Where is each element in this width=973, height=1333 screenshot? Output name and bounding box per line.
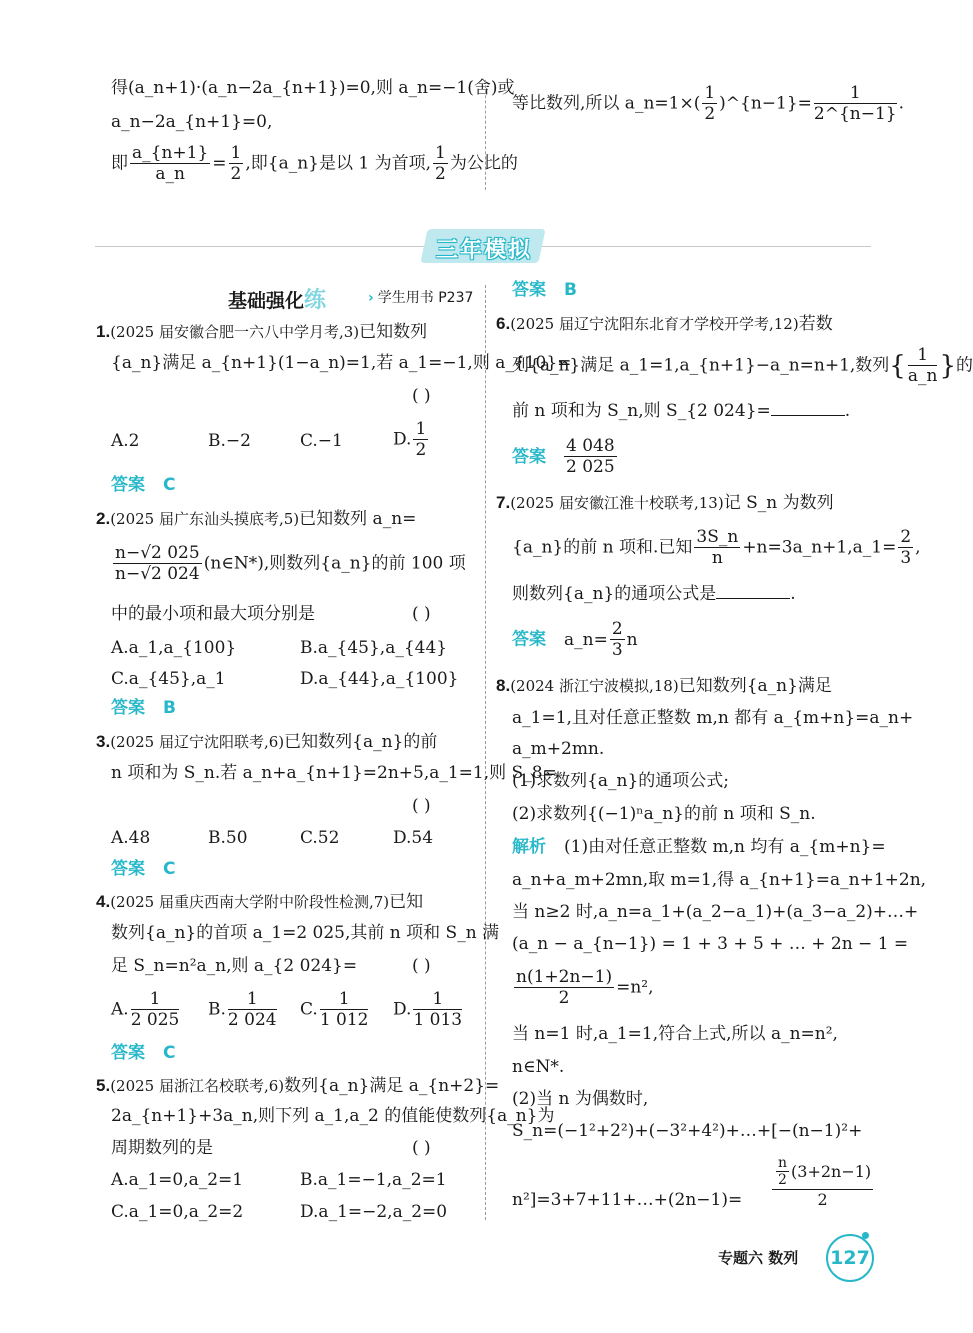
page-number: 127 — [826, 1234, 874, 1282]
q4-option-d: D. $\frac{1}{1 013}$ — [393, 989, 463, 1030]
q4-line-3: 足 S_n=n²a_n,则 a_{2 024}= — [111, 956, 358, 976]
q4-option-c: C. $\frac{1}{1 012}$ — [300, 989, 369, 1030]
q8-solution-8: (2)当 n 为偶数时, — [512, 1089, 649, 1109]
fraction-half: $\frac{1}{2}$ — [230, 143, 242, 184]
q7-line-3: 则数列{a_n}的通项公式是 . — [512, 584, 796, 604]
q2-line-2: $\frac{n-√2 025}{n-√2 024}$ (n∈N*),则数列{a_n}的前 100 项 — [115, 543, 466, 584]
q1-option-a: A.2 — [111, 431, 140, 451]
q3-option-c: C.52 — [300, 828, 340, 848]
q4-option-a: A. $\frac{1}{2 025}$ — [111, 989, 180, 1030]
q7-line-2: {a_n}的前 n 项和.已知 $\frac{3S\_n}{n}$ +n=3a_n+1,a_1= $\frac{2}{3}$ , — [512, 527, 921, 568]
q8-solution-1: 解析 (1)由对任意正整数 m,n 均有 a_{m+n}= — [512, 837, 886, 857]
q8-line-3: a_m+2mn. — [512, 739, 605, 759]
fraction-half: $\frac{1}{2}$ — [704, 83, 716, 124]
q8-solution-7: n∈N*. — [512, 1057, 565, 1077]
q3-paren: ( ) — [412, 796, 431, 816]
q3-option-b: B.50 — [208, 828, 248, 848]
q4-line-2: 数列{a_n}的首项 a_1=2 025,其前 n 项和 S_n 满 — [111, 923, 500, 943]
q5-line-1: 5.(2025 届浙江名校联考,6)数列{a_n}满足 a_{n+2}= — [96, 1076, 500, 1096]
q4-paren: ( ) — [412, 956, 431, 976]
q3-answer: 答案 C — [111, 859, 176, 879]
fraction: $\frac{a\_\{n+1\}}{a\_n}$ — [132, 143, 209, 184]
q8-solution-3: 当 n≥2 时,a_n=a_1+(a_2−a_1)+(a_3−a_2)+…+ — [512, 902, 919, 922]
q5-option-c: C.a_1=0,a_2=2 — [111, 1202, 244, 1222]
fraction-half: $\frac{1}{2}$ — [435, 143, 446, 184]
q2-paren: ( ) — [412, 604, 431, 624]
chevron-right-icon: › — [368, 290, 374, 306]
q3-line-2: n 项和为 S_n.若 a_n+a_{n+1}=2n+5,a_1=1,则 S_8= — [111, 763, 557, 783]
q2-option-a: A.a_1,a_{100} — [111, 638, 237, 658]
q1-line-1: 1.(2025 届安徽合肥一六八中学月考,3)已知数列 — [96, 322, 428, 342]
q7-answer: 答案 a_n= $\frac{2}{3}$ n — [512, 619, 638, 660]
q2-option-d: D.a_{44},a_{100} — [300, 669, 459, 689]
top-left-line-2: a_n−2a_{n+1}=0, — [111, 112, 273, 132]
q2-answer: 答案 B — [111, 698, 176, 718]
q8-solution-5: $\frac{n(1+2n-1)}{2}$ =n², — [516, 967, 654, 1008]
q4-option-b: B. $\frac{1}{2 024}$ — [208, 989, 277, 1030]
q2-option-b: B.a_{45},a_{44} — [300, 638, 448, 658]
q8-line-5: (2)求数列{(−1)ⁿa_n}的前 n 项和 S_n. — [512, 804, 816, 824]
footer-topic: 专题六 数列 — [718, 1249, 799, 1267]
q1-option-d: D. $\frac{1}{2}$ — [393, 419, 427, 460]
q8-solution-10-fraction: $\frac{n}{2}$ (3+2n−1) 2 — [770, 1156, 875, 1209]
book-reference: › 学生用书 P237 — [368, 290, 474, 306]
q5-answer: 答案 B — [512, 280, 577, 300]
column-divider-top — [485, 80, 486, 190]
top-left-line-3: 即 $\frac{a\_\{n+1\}}{a\_n}$ = $\frac{1}{2}$ ,即{a_n}是以 1 为首项, $\frac{1}{2}$ 为公比的 — [111, 143, 518, 184]
q1-answer: 答案 C — [111, 475, 176, 495]
q4-line-1: 4.(2025 届重庆西南大学附中阶段性检测,7)已知 — [96, 892, 424, 912]
q3-line-1: 3.(2025 届辽宁沈阳联考,6)已知数列{a_n}的前 — [96, 732, 438, 752]
q6-line-3: 前 n 项和为 S_n,则 S_{2 024}= . — [512, 401, 851, 421]
q5-line-3: 周期数列的是 — [111, 1138, 213, 1158]
q7-line-1: 7.(2025 届安徽江淮十校联考,13)记 S_n 为数列 — [496, 493, 834, 513]
q6-line-2: 列{a_n}满足 a_1=1,a_{n+1}−a_n=n+1,数列{ $\frac{1}{a\_n}$ }的 — [512, 345, 973, 386]
q2-option-c: C.a_{45},a_1 — [111, 669, 226, 689]
q5-paren: ( ) — [412, 1138, 431, 1158]
q4-answer: 答案 C — [111, 1043, 176, 1063]
q5-line-2: 2a_{n+1}+3a_n,则下列 a_1,a_2 的值能使数列{a_n}为 — [111, 1106, 555, 1126]
q6-line-1: 6.(2025 届辽宁沈阳东北育才学校开学考,12)若数 — [496, 314, 833, 334]
page-dot-decoration — [862, 1232, 869, 1239]
fraction: $\frac{1}{2\^{}\{n-1\}}$ — [813, 83, 897, 124]
top-right-line-1: 等比数列,所以 a_n=1×( $\frac{1}{2}$ )^{n−1}= $\frac{1}{2\^{}\{n-1\}}$ . — [512, 83, 905, 124]
banner-title: 三年模拟 — [435, 238, 532, 263]
q8-solution-2: a_n+a_m+2mn,取 m=1,得 a_{n+1}=a_n+1+2n, — [512, 870, 927, 890]
q8-solution-9: S_n=(−1²+2²)+(−3²+4²)+…+[−(n−1)²+ — [512, 1121, 863, 1141]
q8-line-1: 8.(2024 浙江宁波模拟,18)已知数列{a_n}满足 — [496, 676, 832, 696]
q2-line-1: 2.(2025 届广东汕头摸底考,5)已知数列 a_n= — [96, 509, 417, 529]
answer-blank[interactable] — [771, 415, 845, 416]
q1-paren: ( ) — [412, 386, 431, 406]
q1-option-b: B.−2 — [208, 431, 251, 451]
q8-solution-6: 当 n=1 时,a_1=1,符合上式,所以 a_n=n², — [512, 1024, 838, 1044]
q6-answer: 答案 $\frac{4 048}{2 025}$ — [512, 436, 615, 477]
q5-option-d: D.a_1=−2,a_2=0 — [300, 1202, 448, 1222]
q8-solution-4: (a_n − a_{n−1}) = 1 + 3 + 5 + … + 2n − 1 = — [512, 934, 909, 954]
q5-option-a: A.a_1=0,a_2=1 — [111, 1170, 244, 1190]
q2-line-3: 中的最小项和最大项分别是 — [111, 604, 315, 624]
q8-solution-10: n²]=3+7+11+…+(2n−1)= — [512, 1190, 743, 1210]
q5-option-b: B.a_1=−1,a_2=1 — [300, 1170, 447, 1190]
section-title: 基础强化练 — [228, 288, 327, 313]
q3-option-a: A.48 — [111, 828, 151, 848]
top-left-line-1: 得(a_n+1)·(a_n−2a_{n+1})=0,则 a_n=−1(舍)或 — [111, 78, 515, 98]
answer-blank[interactable] — [716, 598, 790, 599]
q1-line-2: {a_n}满足 a_{n+1}(1−a_n)=1,若 a_1=−1,则 a_{10}= — [111, 353, 572, 373]
q1-option-c: C.−1 — [300, 431, 343, 451]
q8-line-4: (1)求数列{a_n}的通项公式; — [512, 771, 730, 791]
q3-option-d: D.54 — [393, 828, 434, 848]
q8-line-2: a_1=1,且对任意正整数 m,n 都有 a_{m+n}=a_n+ — [512, 708, 914, 728]
